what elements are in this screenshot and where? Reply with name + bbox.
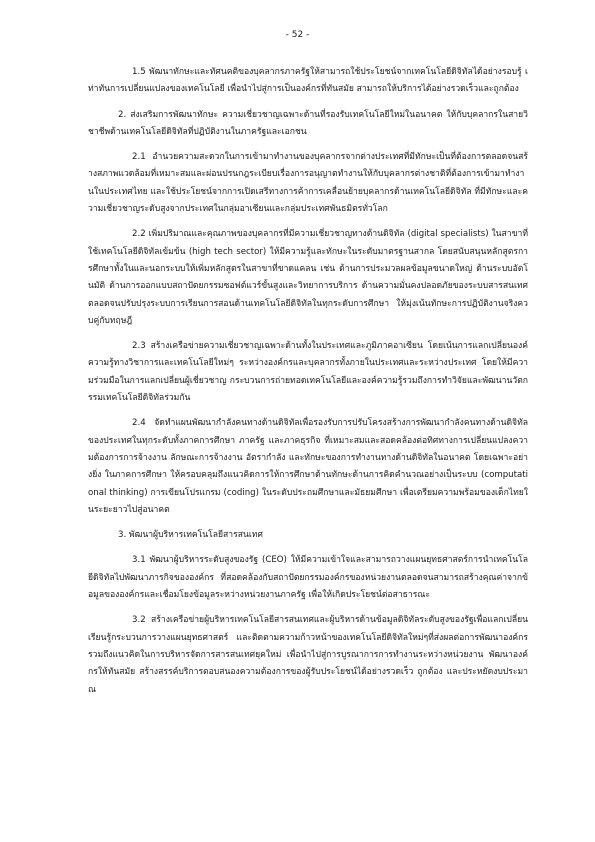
paragraph-2-3: 2.3 สร้างเครือข่ายความเชี่ยวชาญเฉพาะด้านทั้งในประเทศและภูมิภาคอาเซียน โดยเน้นการแลกเปลี่ยนองค์ความรู้ทางวิชาการและเทคโนโลยีใหม่ๆ ระหว่างองค์กรและบุคลากรทั้งภายในประเทศและระหว่างประเทศ โดยให้มีความร่วมมือในการแลกเปลี่ยนผู้เชี่ยวชาญ กระบวนการถ่ายทอดเทคโนโลยีและองค์ความรู้รวมถึงการทำวิจัยและพัฒนานวัตกรรมเทคโนโลยีดิจิทัลร่วมกัน: [88, 341, 528, 404]
paragraph-2: 2. ส่งเสริมการพัฒนาทักษะ ความเชี่ยวชาญเฉพาะด้านที่รองรับเทคโนโลยีใหม่ในอนาคต ให้กับบุคลากรในสายวิชาชีพด้านเทคโนโลยีดิจิทัลที่ปฏิบัติงานในภาครัฐและเอกชน: [88, 109, 528, 137]
paragraph-1-5: 1.5 พัฒนาทักษะและทัศนคติของบุคลากรภาครัฐให้สามารถใช้ประโยชน์จากเทคโนโลยีดิจิทัลได้อย่างรอบรู้ เท่าทันการเปลี่ยนแปลงของเทคโนโลยี เพื่อนำไปสู่การเป็นองค์กรที่ทันสมัย สามารถให้บริการได้อย่างรวดเร็วและถูกต้อง: [88, 67, 528, 95]
paragraph-2-1: 2.1 อำนวยความสะดวกในการเข้ามาทำงานของบุคลากรจากต่างประเทศที่มีทักษะเป็นที่ต้องการตลอดจนสร้างสภาพแวดล้อมที่เหมาะสมและผ่อนปรนกฎระเบียบเรื่องการอนุญาตทำงานให้กับบุคลากรต่างชาติที่ต้องการเข้ามาทำงานในประเทศไทย และใช้ประโยชน์จากการเปิดเสรีทางการค้าการเคลื่อนย้ายบุคลากรด้านเทคโนโลยีดิจิทัล ที่มีทักษะและความเชี่ยวชาญระดับสูงจากประเทศในกลุ่มอาเซียนและกลุ่มประเทศพันธมิตรทั่วโลก: [88, 152, 528, 215]
document-body: [88, 64, 528, 707]
paragraph-3-heading: 3. พัฒนาผู้บริหารเทคโนโลยีสารสนเทศ: [118, 530, 263, 541]
paragraph-2-4: 2.4 จัดทำแผนพัฒนากำลังคนทางด้านดิจิทัลเพื่อรองรับการปรับโครงสร้างการพัฒนากำลังคนทางด้านดิจิทัลของประเทศในทุกระดับทั้งภาคการศึกษา ภาครัฐ และภาคธุรกิจ ที่เหมาะสมและสอดคล้องต่อทิศทางการเปลี่ยนแปลงความต้องการการจ้างงาน ลักษณะการจ้างงาน อัตรากำลัง และทักษะของการทำงานทางด้านดิจิทัลในอนาคต โดยเฉพาะอย่างยิ่ง ในภาคการศึกษา ให้ครอบคลุมถึงแนวคิดการให้การศึกษาด้านทักษะด้านการคิดคำนวณอย่างเป็นระบบ (computational thinking) การเขียนโปรแกรม (coding) ในระดับประถมศึกษาและมัธยมศึกษา เพื่อเตรียมความพร้อมของเด็กไทยในระยะยาวไปสู่อนาคต: [88, 418, 528, 515]
paragraph-2-2: 2.2 เพิ่มปริมาณและคุณภาพของบุคลากรที่มีความเชี่ยวชาญทางด้านดิจิทัล (digital specialists) ในสาขาที่ใช้เทคโนโลยีดิจิทัลเข้มข้น (high tech sector) ให้มีความรู้และทักษะในระดับมาตรฐานสากล โดยสนับสนุนหลักสูตรการศึกษาทั้งในและนอกระบบให้เพิ่มหลักสูตรในสาขาที่ขาดแคลน เช่น ด้านการประมวลผลข้อมูลขนาดใหญ่ ด้านระบบอัตโนมัติ ด้านการออกแบบสถาปัตยกรรมซอฟต์แวร์ขั้นสูงและวิทยาการบริการ ด้านความมั่นคงปลอดภัยของระบบสารสนเทศ ตลอดจนปรับปรุงระบบการเรียนการสอนด้านเทคโนโลยีดิจิทัลในทุกระดับการศึกษา ให้มุ่งเน้นทักษะการปฏิบัติงานจริงควบคู่กับทฤษฎี: [88, 229, 528, 326]
page-number: - 52 -: [285, 30, 310, 40]
paragraph-3-1: 3.1 พัฒนาผู้บริหารระดับสูงของรัฐ (CEO) ให้มีความเข้าใจและสามารถวางแผนยุทธศาสตร์การนำเทคโนโลยีดิจิทัลไปพัฒนาภารกิจขององค์กร ที่สอดคล้องกับสถาปัตยกรรมองค์กรของหน่วยงานตลอดจนสามารถสร้างคุณค่าจากข้อมูลขององค์กรและเชื่อมโยงข้อมูลระหว่างหน่วยงานภาครัฐ เพื่อให้เกิดประโยชน์ต่อสาธารณะ: [88, 555, 528, 601]
paragraph-3-2: 3.2 สร้างเครือข่ายผู้บริหารเทคโนโลยีสารสนเทศและผู้บริหารด้านข้อมูลดิจิทัลระดับสูงของรัฐเพื่อแลกเปลี่ยนเรียนรู้กระบวนการวางแผนยุทธศาสตร์ และติดตามความก้าวหน้าของเทคโนโลยีดิจิทัลใหม่ๆที่ส่งผลต่อการพัฒนาองค์กร รวมถึงแนวคิดในการบริหารจัดการสารสนเทศยุคใหม่ เพื่อนำไปสู่การบูรณาการการทำงานระหว่างหน่วยงาน พัฒนาองค์กรให้ทันสมัย สร้างสรรค์บริการตอบสนองความต้องการของผู้รับประโยชน์ได้อย่างรวดเร็ว ถูกต้อง และประหยัดงบประมาณ: [88, 615, 528, 695]
